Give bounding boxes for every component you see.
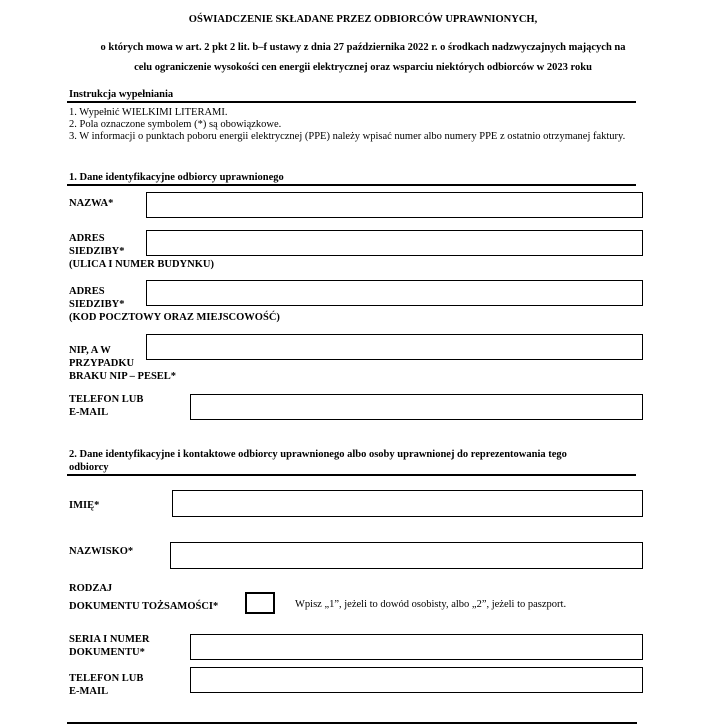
adres-kod-label-line3: (KOD POCZTOWY ORAZ MIEJSCOWOŚĆ) xyxy=(69,312,280,323)
adres-kod-label-line2: SIEDZIBY* xyxy=(69,299,125,310)
telefon1-label-line2: E-MAIL xyxy=(69,407,109,418)
rodzaj-label-line1: RODZAJ xyxy=(69,583,113,594)
adres-ulica-label-line1: ADRES xyxy=(69,233,105,244)
telefon2-label xyxy=(69,672,143,698)
nip-label-line1: NIP, A W xyxy=(69,345,111,356)
adres-kod-label-line1: ADRES xyxy=(69,286,105,297)
adres-ulica-field[interactable] xyxy=(146,230,643,256)
nip-label-line2: PRZYPADKU xyxy=(69,358,135,369)
instructions-heading: Instrukcja wypełniania xyxy=(69,89,174,100)
seria-label xyxy=(69,633,150,659)
telefon2-label-line1: TELEFON LUB xyxy=(69,673,144,684)
adres-ulica-label-line2: SIEDZIBY* xyxy=(69,246,125,257)
nip-label-line3: BRAKU NIP – PESEL* xyxy=(69,371,177,382)
nazwisko-field[interactable] xyxy=(170,542,643,569)
seria-label-line2: DOKUMENTU* xyxy=(69,647,145,658)
section1-divider xyxy=(67,184,636,186)
rodzaj-label xyxy=(69,580,218,616)
nazwa-label: NAZWA* xyxy=(69,198,114,209)
telefon2-label-line2: E-MAIL xyxy=(69,686,109,697)
imie-label: IMIĘ* xyxy=(69,500,100,511)
instruction-item-2: 2. Pola oznaczone symbolem (*) są obowiązkowe. xyxy=(69,119,282,130)
section1-heading: 1. Dane identyfikacyjne odbiorcy uprawnionego xyxy=(69,172,284,183)
bottom-divider xyxy=(67,722,637,724)
seria-label-line1: SERIA I NUMER xyxy=(69,634,150,645)
nazwa-field[interactable] xyxy=(146,192,643,218)
rodzaj-label-line2: DOKUMENTU TOŻSAMOŚCI* xyxy=(69,601,219,612)
form-title: OŚWIADCZENIE SKŁADANE PRZEZ ODBIORCÓW UPRAWNIONYCH, xyxy=(188,14,538,25)
nazwisko-label: NAZWISKO* xyxy=(69,546,134,557)
section2-heading-line2: odbiorcy xyxy=(69,462,109,473)
adres-kod-field[interactable] xyxy=(146,280,643,306)
imie-field[interactable] xyxy=(172,490,643,517)
rodzaj-note: Wpisz „1”, jeżeli to dowód osobisty, albo „2”, jeżeli to paszport. xyxy=(295,599,567,610)
form-subtitle-line2: celu ograniczenie wysokości cen energii elektrycznej oraz wsparciu niektórych odbiorców w 2023 roku xyxy=(134,62,592,73)
instructions-divider xyxy=(67,101,636,103)
telefon2-field[interactable] xyxy=(190,667,643,693)
instructions-list xyxy=(69,107,639,143)
telefon1-field[interactable] xyxy=(190,394,643,420)
section2-divider xyxy=(67,474,636,476)
nip-field[interactable] xyxy=(146,334,643,360)
form-subtitle-line1: o których mowa w art. 2 pkt 2 lit. b–f ustawy z dnia 27 października 2022 r. o środkach nadzwyczajnych mających na xyxy=(100,42,626,53)
section2-heading xyxy=(69,448,639,474)
seria-field[interactable] xyxy=(190,634,643,660)
section2-heading-line1: 2. Dane identyfikacyjne i kontaktowe odbiorcy uprawnionego albo osoby uprawnionej do reprezentowania tego xyxy=(69,449,567,460)
adres-ulica-label-line3: (ULICA I NUMER BUDYNKU) xyxy=(69,259,214,270)
instruction-item-1: 1. Wypełnić WIELKIMI LITERAMI. xyxy=(69,107,228,118)
telefon1-label-line1: TELEFON LUB xyxy=(69,394,144,405)
instruction-item-3: 3. W informacji o punktach poboru energii elektrycznej (PPE) należy wpisać numer albo numery PPE z ostatnio otrzymanej faktury. xyxy=(69,131,626,142)
rodzaj-dokumentu-box[interactable] xyxy=(245,592,275,614)
telefon1-label xyxy=(69,393,143,419)
